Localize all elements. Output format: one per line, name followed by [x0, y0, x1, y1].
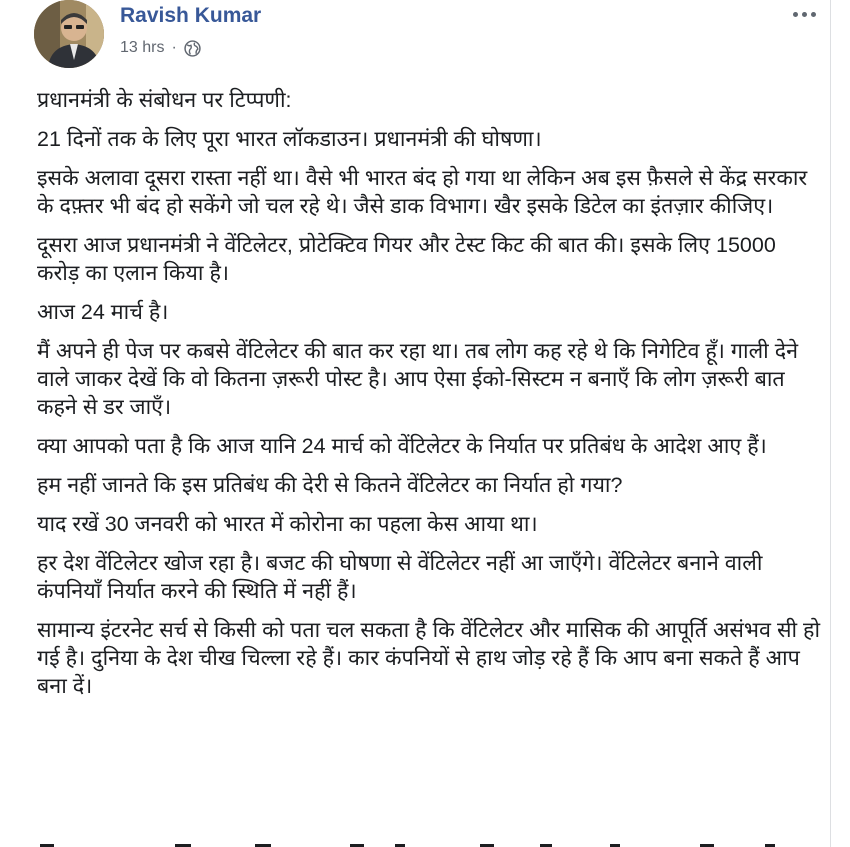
more-options-icon[interactable] — [784, 2, 824, 26]
clipped-next-line — [0, 836, 830, 847]
post-meta — [120, 37, 201, 59]
more-dot — [793, 12, 798, 17]
post-timestamp[interactable]: 13 hrs — [120, 39, 165, 56]
post-header — [34, 0, 824, 70]
more-dot — [802, 12, 807, 17]
post-paragraph: मैं अपने ही पेज पर कबसे वेंटिलेटर की बात कर रहा था। तब लोग कह रहे थे कि निगेटिव हूँ। गाली देने वाले जाकर देखें कि वो कितना ज़रूरी पोस्ट है। आप ऐसा ईको-सिस्टम न बनाएँ कि लोग ज़रूरी बात कहने से डर जाएँ। — [37, 339, 799, 419]
post-paragraph: हम नहीं जानते कि इस प्रतिबंध की देरी से कितने वेंटिलेटर का निर्यात हो गया? — [37, 473, 623, 497]
post-paragraph: सामान्य इंटरनेट सर्च से किसी को पता चल सकता है कि वेंटिलेटर और मासिक की आपूर्ति असंभव सी हो गई है। दुनिया के देश चीख चिल्ला रहे हैं। कार कंपनियों से हाथ जोड़ रहे हैं कि आप बना सकते हैं आप बना दें। — [37, 618, 821, 698]
more-dot — [811, 12, 816, 17]
avatar-image — [34, 0, 104, 68]
post-paragraph: हर देश वेंटिलेटर खोज रहा है। बजट की घोषणा से वेंटिलेटर नहीं आ जाएँगे। वेंटिलेटर बनाने वाली कंपनियाँ निर्यात करने की स्थिति में नहीं हैं। — [37, 551, 763, 603]
post-body — [37, 86, 823, 711]
post-paragraph: 21 दिनों तक के लिए पूरा भारत लॉकडाउन। प्रधानमंत्री की घोषणा। — [37, 127, 542, 151]
post-paragraph: इसके अलावा दूसरा रास्ता नहीं था। वैसे भी भारत बंद हो गया था लेकिन अब इस फ़ैसले से केंद्र सरकार के दफ़्तर भी बंद हो सकेंगे जो चल रहे थे। जैसे डाक विभाग। खैर इसके डिटेल का इंतज़ार कीजिए। — [37, 166, 808, 218]
post-paragraph: याद रखें 30 जनवरी को भारत में कोरोना का पहला केस आया था। — [37, 512, 538, 536]
avatar[interactable] — [34, 0, 104, 68]
post-paragraph: क्या आपको पता है कि आज यानि 24 मार्च को वेंटिलेटर के निर्यात पर प्रतिबंध के आदेश आए हैं। — [37, 434, 767, 458]
post-paragraph: दूसरा आज प्रधानमंत्री ने वेंटिलेटर, प्रोटेक्टिव गियर और टेस्ट किट की बात की। इसके लिए 15000 करोड़ का एलान किया है। — [37, 233, 776, 285]
post-paragraph: आज 24 मार्च है। — [37, 300, 169, 324]
post-paragraph: प्रधानमंत्री के संबोधन पर टिप्पणी: — [37, 88, 292, 112]
author-name[interactable]: Ravish Kumar — [120, 4, 262, 27]
meta-separator: · — [171, 39, 177, 56]
globe-icon[interactable] — [184, 40, 201, 57]
